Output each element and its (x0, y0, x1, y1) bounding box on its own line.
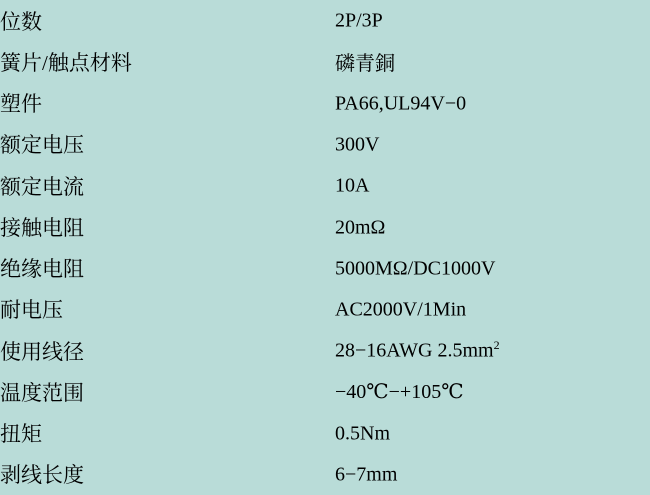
spec-value (335, 289, 650, 330)
spec-value-superscript: 2 (493, 338, 500, 353)
spec-value-text: 磷青銅 (335, 53, 395, 76)
table-row (0, 124, 650, 165)
spec-label: 位数 (0, 0, 335, 41)
spec-value-text: AC2000V/1Min (335, 298, 467, 321)
spec-value (335, 124, 650, 165)
spec-value-text: 20mΩ (335, 216, 386, 239)
spec-value (335, 0, 650, 41)
spec-value-text: 6−7mm (335, 463, 398, 486)
spec-label: 额定电压 (0, 124, 335, 165)
spec-label: 塑件 (0, 83, 335, 124)
spec-label: 绝缘电阻 (0, 248, 335, 289)
spec-value (335, 165, 650, 206)
spec-label: 扭矩 (0, 413, 335, 454)
spec-value (335, 413, 650, 454)
spec-value-text: −40℃−+105℃ (335, 381, 464, 404)
spec-value-text: 2P/3P (335, 9, 383, 32)
spec-label: 簧片/触点材料 (0, 41, 335, 82)
spec-value (335, 41, 650, 82)
spec-label: 温度范围 (0, 371, 335, 412)
table-row (0, 371, 650, 412)
table-row (0, 206, 650, 247)
spec-value (335, 330, 650, 371)
spec-value (335, 248, 650, 289)
spec-label: 使用线径 (0, 330, 335, 371)
spec-value-text: 0.5Nm (335, 422, 390, 445)
spec-label: 耐电压 (0, 289, 335, 330)
spec-value-text: 10A (335, 174, 370, 197)
spec-value (335, 206, 650, 247)
table-row (0, 330, 650, 371)
table-row (0, 454, 650, 495)
table-row (0, 413, 650, 454)
spec-value-text: 300V (335, 133, 380, 156)
spec-label: 接触电阻 (0, 206, 335, 247)
spec-value-text: 5000MΩ/DC1000V (335, 257, 496, 280)
spec-value-text: PA66,UL94V−0 (335, 92, 467, 115)
spec-value (335, 83, 650, 124)
spec-value (335, 371, 650, 412)
spec-label: 额定电流 (0, 165, 335, 206)
table-row (0, 0, 650, 41)
table-row (0, 83, 650, 124)
table-row (0, 248, 650, 289)
table-row (0, 289, 650, 330)
table-row (0, 165, 650, 206)
spec-label: 剥线长度 (0, 454, 335, 495)
table-row (0, 41, 650, 82)
spec-value (335, 454, 650, 495)
spec-value-text: 28−16AWG 2.5mm (335, 339, 494, 362)
